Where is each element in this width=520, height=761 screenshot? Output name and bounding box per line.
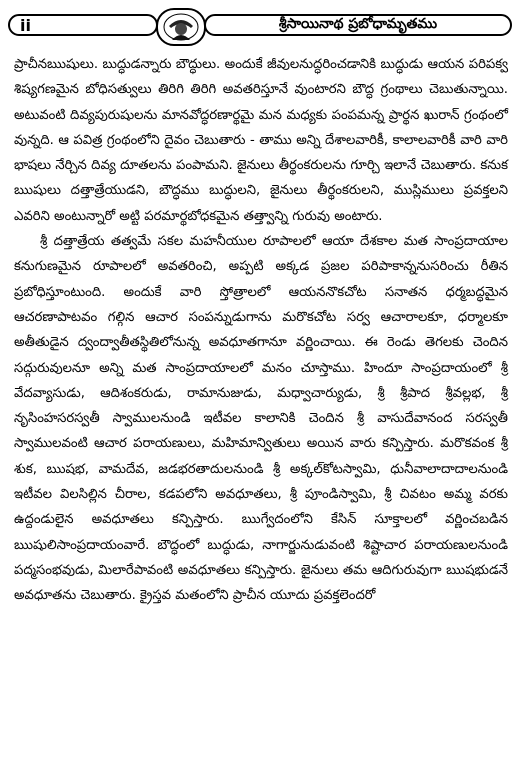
paragraph: శ్రీ దత్తాత్రేయ తత్వమే సకల మహనీయుల రూపాలలో ఆయా దేశకాల మత సాంప్రదాయాల కనుగుణమైన రూపాలలో అవతరించి, అప్పటి అక్కడ ప్రజల పరిపాకాన్ననుసరించు రీతిన ప్రబోధిస్తూంటుంది. అందుకే వారి స్తోత్రాలలో ఆయననొకచోట సనాతన ధర్మబద్ధమైన ఆచరణాపాటవం గల్గిన ఆచార సంపన్నుడుగాను మరొకచోట సర్వ ఆచారాలకూ, ధర్మాలకూ అతీతుడైన ద్వంద్వాతీతస్థితిలోనున్న అవధూతగానూ వర్ణించాయి. ఈ రెండు తెగలకు చెందిన సద్గురువులనూ అన్ని మత సాంప్రదాయాలలో మనం చూస్తాము. హిందూ సాంప్రదాయంలో శ్రీ వేదవ్యాసుడు, ఆదిశంకరుడు, రామానుజుడు, మధ్వాచార్యుడు, శ్రీ శ్రీపాద శ్రీవల్లభ, శ్రీ నృసింహసరస్వతీ స్వాములనుండి ఇటీవల కాలానికి చెందిన శ్రీ వాసుదేవానంద సరస్వతీ స్వాములవంటి ఆచార పరాయణులు, మహిమాన్వితులు అయిన వారు కన్పిస్తారు. మరొకవంక శ్రీ శుక, ఋషభ, వామదేవ, జడభరతాదులనుండి శ్రీ అక్కల్‌కోటస్వామి, ధునీవాలాదాదాలనుండి ఇటీవల విలసిల్లిన చీరాల, కడపలోని అవధూతలు, శ్రీ పూండిస్వామి, శ్రీ చివటం అమ్మ వరకు ఉద్దండులైన అవధూతలు కన్పిస్తారు. ఋగ్వేదంలోని కేసిన్ సూక్తాలలో వర్ణించబడిన ఋషులిసాంప్రదాయంవారే. బౌద్ధంలో బుద్ధుడు, నాగార్జునుడువంటి శిష్టాచార పరాయణులనుండి పద్మసంభవుడు, మిలారేపావంటి అవధూతలు కన్పిస్తారు. జైనులు తమ ఆదిగురువుగా ఋషభుడనే అవధూతను చెబుతారు. క్రైస్తవ మతంలోని ప్రాచీన యూదు ప్రవక్తలెందరో [14, 234, 508, 604]
page-title: శ్రీసాయినాథ ప్రబోధామృతము [278, 15, 438, 32]
page-header [8, 8, 512, 44]
page-number-box [8, 14, 158, 36]
paragraph: ప్రాచీనఋషులు. బుద్ధుడన్నారు బౌద్ధులు. అందుకే జీవులనుద్ధరించడానికి బుద్ధుడు ఆయన పరిపక్వ శిష్యగణమైన బోధిసత్వులు తిరిగి తిరిగి అవతరిస్తూనే వుంటారని బౌద్ధ గ్రంథాలు చెబుతున్నాయి. అటువంటి దివ్యపురుషులను మానవోద్ధరణార్థమై మన మధ్యకు పంపమన్న ప్రార్థన ఖురాన్ గ్రంథంలో వున్నది. ఆ పవిత్ర గ్రంథంలోని దైవం చెబుతారు - తాము అన్ని దేశాలవారికీ, కాలాలవారికీ వారి వారి భాషలు నేర్చిన దివ్య దూతలను పంపామని. జైనులు తీర్థంకరులను గూర్చి ఇలానే చెబుతారు. కనుక ఋషులు దత్తాత్రేయుడని, బౌద్ధము బుద్ధులని, జైనులు తీర్థంకరులని, ముస్లిములు ప్రవక్తలని ఎవరిని అంటున్నారో అట్టి పరమార్థబోధకమైన తత్త్వాన్ని గురువు అంటారు. [14, 57, 508, 224]
sai-baba-portrait-icon [156, 8, 206, 46]
page-number: ii [20, 15, 31, 35]
page-title-box [204, 14, 512, 36]
body-text [14, 52, 508, 609]
